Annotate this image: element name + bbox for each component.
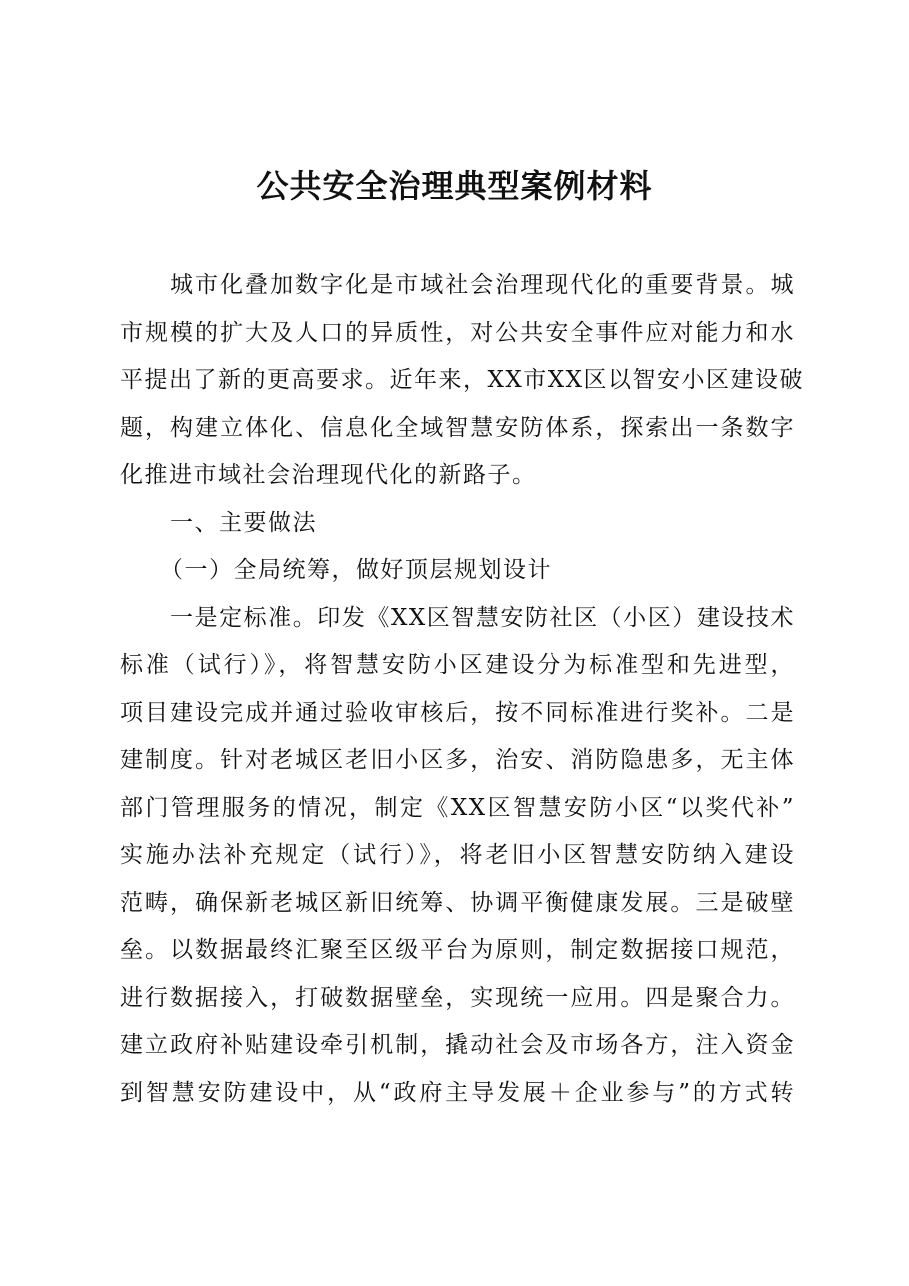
- section-heading: 一、主要做法: [170, 509, 317, 536]
- paragraph-line: 垒。以数据最终汇聚至区级平台为原则，制定数据接口规范，: [120, 937, 795, 963]
- paragraph-line: 一是定标准。印发《XX区智慧安防社区（小区）建设技术: [170, 604, 795, 631]
- document-title: 公共安全治理典型案例材料: [256, 167, 653, 205]
- paragraph-line: 项目建设完成并通过验收审核后，按不同标准进行奖补。二是: [120, 699, 795, 726]
- paragraph-line: 题，构建立体化、信息化全域智慧安防体系，探索出一条数字: [120, 414, 795, 441]
- subsection-heading: （一）全局统筹，做好顶层规划设计: [160, 557, 552, 583]
- paragraph-line: 平提出了新的更高要求。近年来，XX市XX区以智安小区建设破: [120, 367, 804, 393]
- paragraph-line: 标准（试行）》，将智慧安防小区建设分为标准型和先进型，: [120, 652, 795, 678]
- paragraph-line: 到智慧安防建设中，从“政府主导发展＋企业参与”的方式转: [120, 1079, 795, 1106]
- paragraph-line: 部门管理服务的情况，制定《XX区智慧安防小区“以奖代补”: [120, 794, 795, 821]
- paragraph-line: 进行数据接入，打破数据壁垒，实现统一应用。四是聚合力。: [120, 984, 795, 1011]
- paragraph-line: 建立政府补贴建设牵引机制，撬动社会及市场各方，注入资金: [120, 1032, 795, 1058]
- paragraph-line: 范畴，确保新老城区新旧统筹、协调平衡健康发展。三是破壁: [120, 889, 795, 916]
- document-body: [120, 262, 804, 1117]
- paragraph-line: 建制度。针对老城区老旧小区多，治安、消防隐患多，无主体: [120, 747, 795, 773]
- paragraph-line: 化推进市域社会治理现代化的新路子。: [120, 462, 537, 488]
- paragraph-line: 实施办法补充规定（试行）》，将老旧小区智慧安防纳入建设: [120, 842, 795, 868]
- paragraph-line: 城市化叠加数字化是市域社会治理现代化的重要背景。城: [170, 272, 795, 298]
- paragraph-line: 市规模的扩大及人口的异质性，对公共安全事件应对能力和水: [120, 319, 795, 346]
